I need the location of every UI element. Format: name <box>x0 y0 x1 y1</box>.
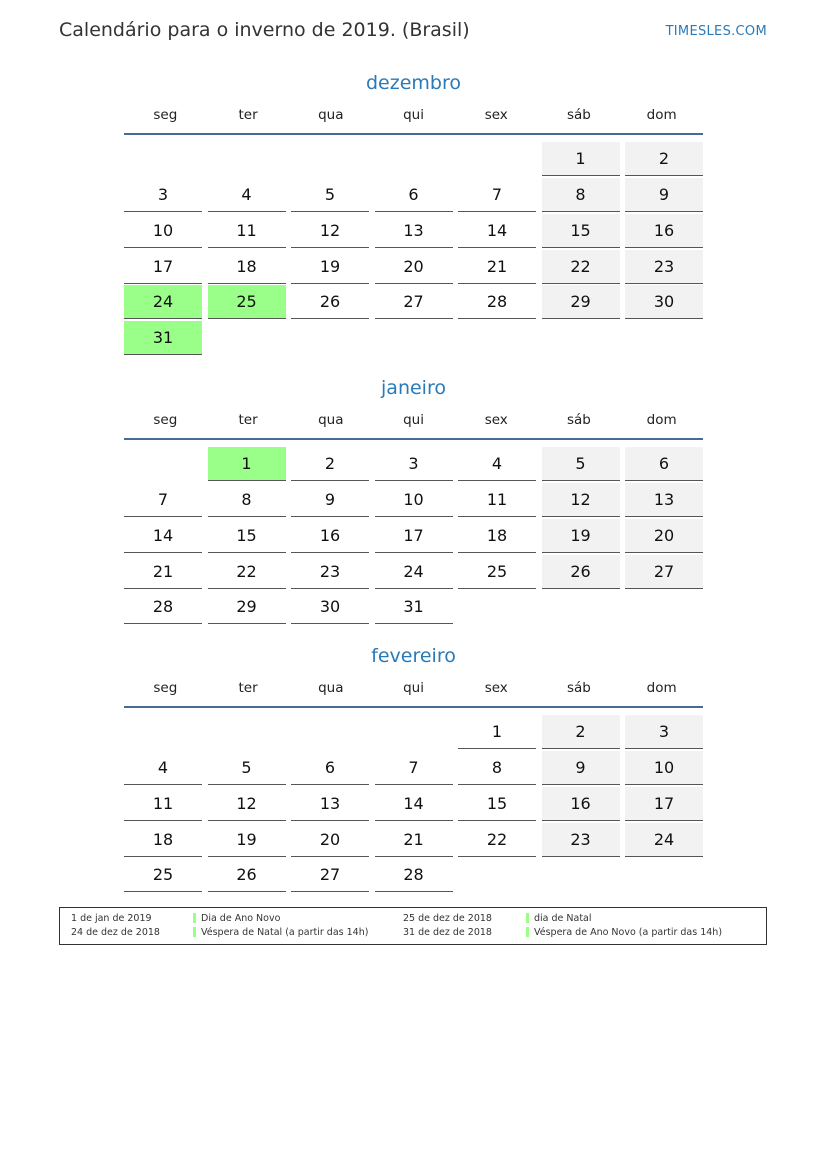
day-cell: 28 <box>124 590 202 624</box>
day-cell: 22 <box>542 250 620 284</box>
holiday-day-cell: 24 <box>124 285 202 319</box>
day-cell: 10 <box>124 214 202 248</box>
weekday-label: sex <box>484 412 508 428</box>
day-cell: 23 <box>542 823 620 857</box>
day-cell: 26 <box>542 555 620 589</box>
weekday-header <box>124 402 703 440</box>
weekday-label: qui <box>403 107 424 123</box>
month-january <box>124 374 703 624</box>
legend-holiday-name: dia de Natal <box>534 913 592 924</box>
day-cell: 22 <box>458 823 536 857</box>
day-cell: 3 <box>375 447 453 481</box>
day-cell: 20 <box>375 250 453 284</box>
day-cell: 7 <box>458 178 536 212</box>
day-cell: 12 <box>208 787 286 821</box>
day-cell: 28 <box>458 285 536 319</box>
day-cell: 17 <box>375 519 453 553</box>
weekday-label: seg <box>153 107 178 123</box>
holiday-day-cell: 31 <box>124 321 202 355</box>
legend-date: 25 de dez de 2018 <box>403 913 492 924</box>
day-cell: 14 <box>375 787 453 821</box>
day-cell: 5 <box>208 751 286 785</box>
weekday-label: qua <box>318 680 344 696</box>
day-grid <box>124 445 703 624</box>
day-cell: 8 <box>458 751 536 785</box>
weekday-label: sáb <box>567 412 591 428</box>
day-cell: 4 <box>124 751 202 785</box>
day-cell: 15 <box>208 519 286 553</box>
day-cell: 17 <box>625 787 703 821</box>
month-february <box>124 642 703 892</box>
day-cell: 11 <box>208 214 286 248</box>
weekday-label: qui <box>403 680 424 696</box>
legend-date: 1 de jan de 2019 <box>71 913 152 924</box>
day-cell: 19 <box>542 519 620 553</box>
weekday-label: qua <box>318 412 344 428</box>
empty-cell <box>291 142 369 176</box>
day-cell: 31 <box>375 590 453 624</box>
weekday-label: seg <box>153 680 178 696</box>
day-cell: 20 <box>625 519 703 553</box>
day-cell: 21 <box>124 555 202 589</box>
day-cell: 6 <box>375 178 453 212</box>
day-cell: 24 <box>375 555 453 589</box>
day-cell: 24 <box>625 823 703 857</box>
weekday-label: ter <box>238 107 258 123</box>
day-cell: 29 <box>208 590 286 624</box>
day-cell: 14 <box>124 519 202 553</box>
weekday-label: dom <box>646 412 677 428</box>
day-cell: 26 <box>291 285 369 319</box>
day-cell: 1 <box>458 715 536 749</box>
empty-cell <box>208 715 286 749</box>
legend-holiday-name: Véspera de Natal (a partir das 14h) <box>201 927 369 938</box>
legend-color-swatch <box>526 927 529 937</box>
page-title: Calendário para o inverno de 2019. (Brasil) <box>59 19 470 41</box>
empty-cell <box>124 447 202 481</box>
day-cell: 23 <box>291 555 369 589</box>
day-cell: 18 <box>124 823 202 857</box>
day-cell: 4 <box>208 178 286 212</box>
day-cell: 25 <box>458 555 536 589</box>
day-cell: 1 <box>542 142 620 176</box>
day-cell: 9 <box>291 483 369 517</box>
weekday-label: ter <box>238 680 258 696</box>
holiday-legend <box>59 907 767 945</box>
day-cell: 28 <box>375 858 453 892</box>
legend-date: 31 de dez de 2018 <box>403 927 492 938</box>
weekday-label: ter <box>238 412 258 428</box>
month-title: fevereiro <box>371 645 456 667</box>
day-cell: 16 <box>625 214 703 248</box>
weekday-label: qui <box>403 412 424 428</box>
day-cell: 29 <box>542 285 620 319</box>
legend-date: 24 de dez de 2018 <box>71 927 160 938</box>
weekday-label: seg <box>153 412 178 428</box>
day-cell: 2 <box>291 447 369 481</box>
day-cell: 9 <box>625 178 703 212</box>
day-cell: 15 <box>458 787 536 821</box>
day-grid <box>124 713 703 892</box>
day-cell: 14 <box>458 214 536 248</box>
day-cell: 8 <box>208 483 286 517</box>
empty-cell <box>124 715 202 749</box>
day-cell: 12 <box>542 483 620 517</box>
day-cell: 13 <box>375 214 453 248</box>
day-cell: 7 <box>124 483 202 517</box>
legend-color-swatch <box>526 913 529 923</box>
weekday-label: dom <box>646 107 677 123</box>
day-cell: 7 <box>375 751 453 785</box>
day-cell: 11 <box>124 787 202 821</box>
day-cell: 23 <box>625 250 703 284</box>
day-cell: 27 <box>625 555 703 589</box>
day-cell: 22 <box>208 555 286 589</box>
day-cell: 5 <box>542 447 620 481</box>
day-cell: 18 <box>208 250 286 284</box>
day-cell: 5 <box>291 178 369 212</box>
day-cell: 3 <box>625 715 703 749</box>
day-cell: 10 <box>625 751 703 785</box>
weekday-header <box>124 97 703 135</box>
day-cell: 26 <box>208 858 286 892</box>
day-cell: 15 <box>542 214 620 248</box>
weekday-label: sáb <box>567 107 591 123</box>
day-cell: 6 <box>625 447 703 481</box>
day-cell: 16 <box>542 787 620 821</box>
day-cell: 2 <box>625 142 703 176</box>
legend-color-swatch <box>193 927 196 937</box>
day-cell: 13 <box>291 787 369 821</box>
weekday-label: sex <box>484 107 508 123</box>
empty-cell <box>208 142 286 176</box>
day-cell: 10 <box>375 483 453 517</box>
empty-cell <box>375 715 453 749</box>
day-cell: 27 <box>375 285 453 319</box>
month-december <box>124 69 703 355</box>
day-cell: 18 <box>458 519 536 553</box>
empty-cell <box>375 142 453 176</box>
day-cell: 2 <box>542 715 620 749</box>
weekday-header <box>124 670 703 708</box>
day-cell: 30 <box>291 590 369 624</box>
day-cell: 9 <box>542 751 620 785</box>
day-cell: 12 <box>291 214 369 248</box>
holiday-day-cell: 25 <box>208 285 286 319</box>
day-cell: 19 <box>291 250 369 284</box>
brand-link[interactable]: TIMESLES.COM <box>665 24 767 39</box>
weekday-label: sáb <box>567 680 591 696</box>
day-cell: 3 <box>124 178 202 212</box>
legend-color-swatch <box>193 913 196 923</box>
day-grid <box>124 140 703 355</box>
weekday-label: dom <box>646 680 677 696</box>
day-cell: 21 <box>458 250 536 284</box>
day-cell: 20 <box>291 823 369 857</box>
empty-cell <box>291 715 369 749</box>
day-cell: 30 <box>625 285 703 319</box>
day-cell: 21 <box>375 823 453 857</box>
day-cell: 6 <box>291 751 369 785</box>
legend-holiday-name: Dia de Ano Novo <box>201 913 281 924</box>
day-cell: 19 <box>208 823 286 857</box>
holiday-day-cell: 1 <box>208 447 286 481</box>
month-title: dezembro <box>366 72 461 94</box>
empty-cell <box>124 142 202 176</box>
weekday-label: qua <box>318 107 344 123</box>
weekday-label: sex <box>484 680 508 696</box>
month-title: janeiro <box>381 377 446 399</box>
day-cell: 16 <box>291 519 369 553</box>
day-cell: 13 <box>625 483 703 517</box>
day-cell: 27 <box>291 858 369 892</box>
day-cell: 8 <box>542 178 620 212</box>
day-cell: 11 <box>458 483 536 517</box>
legend-holiday-name: Véspera de Ano Novo (a partir das 14h) <box>534 927 723 938</box>
day-cell: 17 <box>124 250 202 284</box>
empty-cell <box>458 142 536 176</box>
day-cell: 25 <box>124 858 202 892</box>
day-cell: 4 <box>458 447 536 481</box>
